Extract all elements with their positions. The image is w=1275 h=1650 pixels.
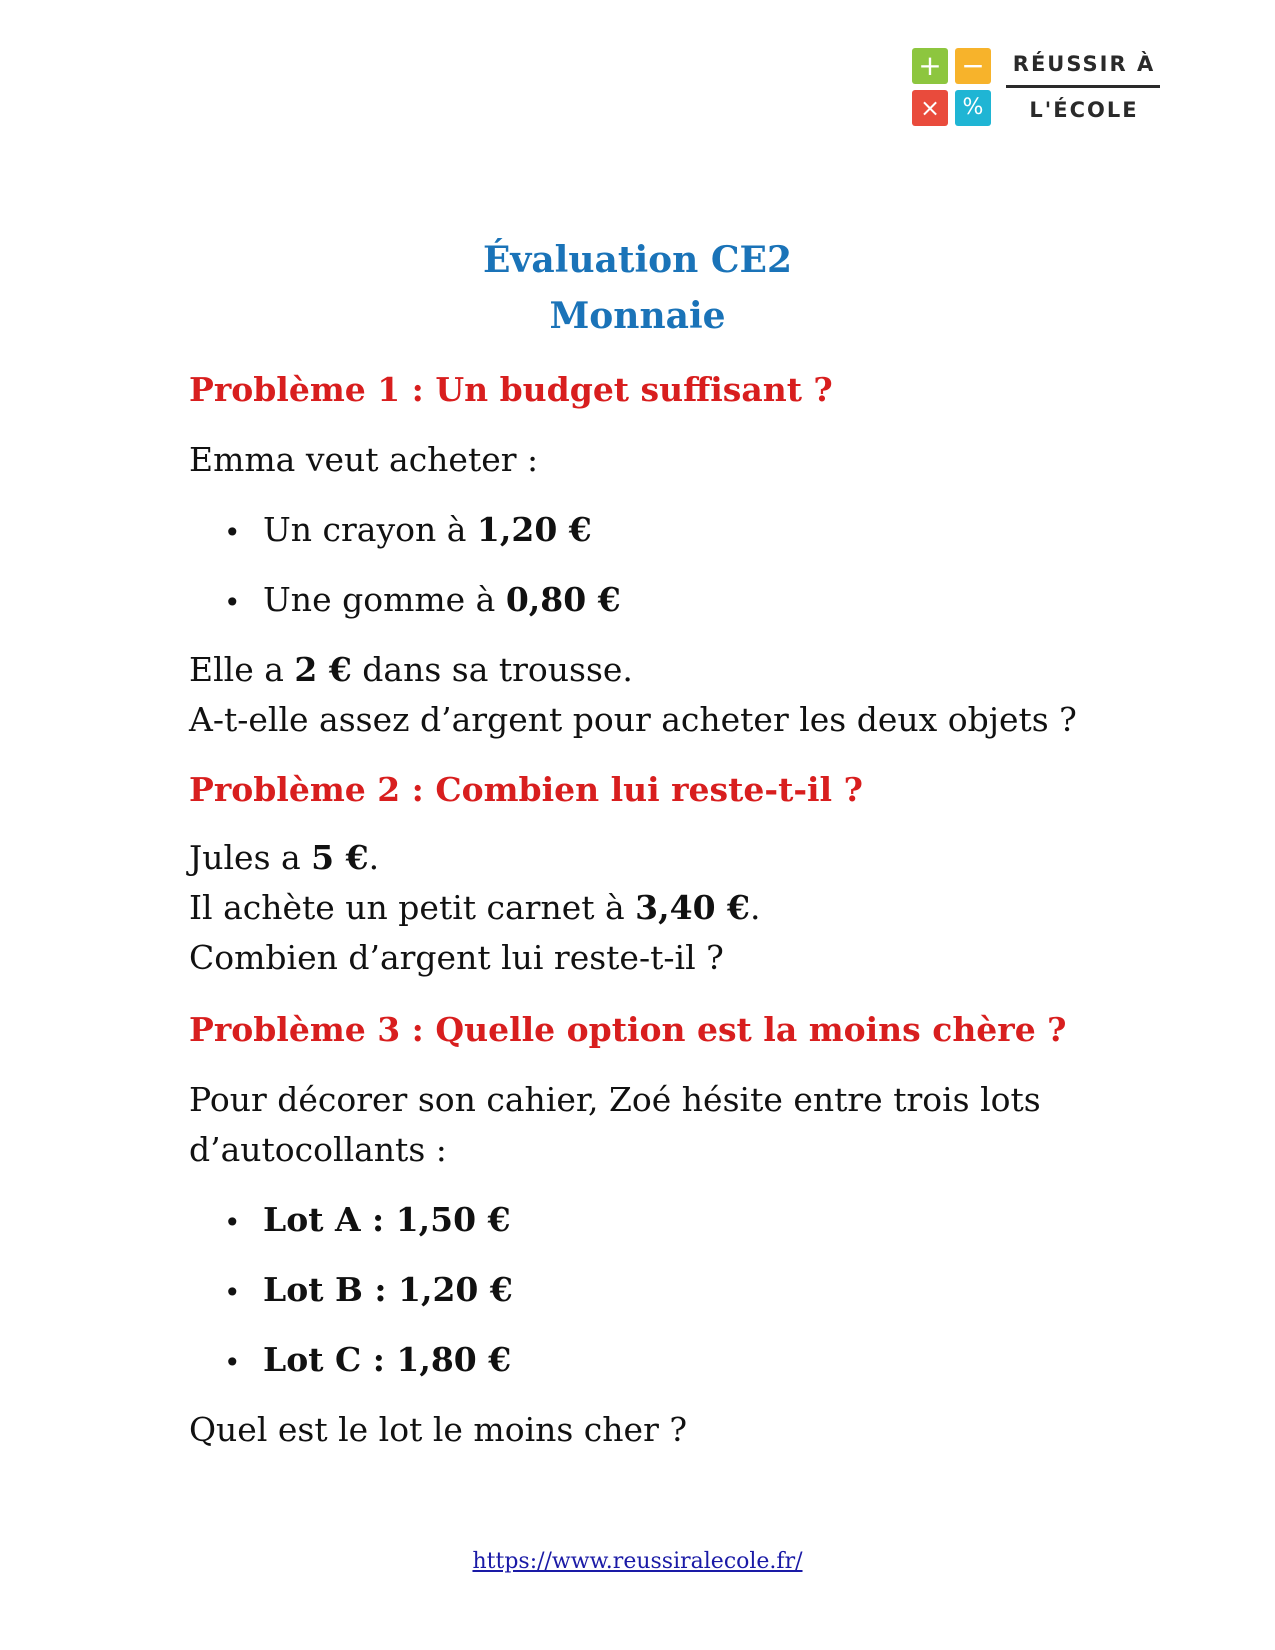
page-subtitle: Monnaie: [549, 295, 726, 337]
times-icon: ×: [912, 90, 948, 126]
amount: 5 €: [311, 838, 369, 877]
site-logo: [912, 48, 1162, 128]
bullet-icon: •: [224, 1346, 241, 1379]
bullet-icon: •: [224, 586, 241, 619]
text: .: [749, 888, 761, 927]
logo-divider: [1006, 85, 1160, 88]
problem2-heading: Problème 2 : Combien lui reste-t-il ?: [189, 770, 863, 809]
text: dans sa trousse.: [351, 650, 633, 689]
page-title: Évaluation CE2: [482, 239, 793, 281]
problem1-item: [263, 580, 621, 620]
minus-icon: −: [955, 48, 991, 84]
item-text: Une gomme à: [263, 580, 506, 619]
problem3-intro-line1: Pour décorer son cahier, Zoé hésite entre trois lots: [189, 1080, 1041, 1119]
bullet-icon: •: [224, 516, 241, 549]
problem1-budget: [189, 650, 633, 690]
amount: 3,40 €: [635, 888, 750, 927]
logo-text-line2: L'ÉCOLE: [1029, 98, 1139, 122]
problem3-intro-line2: d’autocollants :: [189, 1130, 447, 1169]
problem1-intro: Emma veut acheter :: [189, 440, 539, 479]
item-price: 1,20 €: [476, 510, 592, 549]
text: Jules a: [189, 838, 312, 877]
text: Il achète un petit carnet à: [189, 888, 636, 927]
logo-grid: [912, 48, 994, 128]
problem3-item: Lot A : 1,50 €: [263, 1200, 511, 1239]
problem3-item: Lot B : 1,20 €: [263, 1270, 513, 1309]
bullet-icon: •: [224, 1206, 241, 1239]
bullet-icon: •: [224, 1276, 241, 1309]
problem3-heading: Problème 3 : Quelle option est la moins chère ?: [189, 1010, 1067, 1049]
amount: 2 €: [294, 650, 352, 689]
footer-link[interactable]: https://www.reussiralecole.fr/: [472, 1549, 803, 1574]
problem1-heading: Problème 1 : Un budget suffisant ?: [189, 370, 833, 409]
logo-text-line1: RÉUSSIR À: [1012, 52, 1156, 76]
problem3-item: Lot C : 1,80 €: [263, 1340, 512, 1379]
problem2-question: Combien d’argent lui reste-t-il ?: [189, 938, 724, 977]
problem1-question: A-t-elle assez d’argent pour acheter les deux objets ?: [189, 700, 1077, 739]
problem2-line1: [189, 838, 379, 878]
problem2-line2: [189, 888, 760, 928]
text: Elle a: [189, 650, 295, 689]
percent-icon: %: [955, 90, 991, 126]
item-text: Un crayon à: [263, 510, 477, 549]
problem3-question: Quel est le lot le moins cher ?: [189, 1410, 688, 1449]
problem1-item: [263, 510, 592, 550]
text: .: [368, 838, 380, 877]
plus-icon: +: [912, 48, 948, 84]
item-price: 0,80 €: [505, 580, 621, 619]
